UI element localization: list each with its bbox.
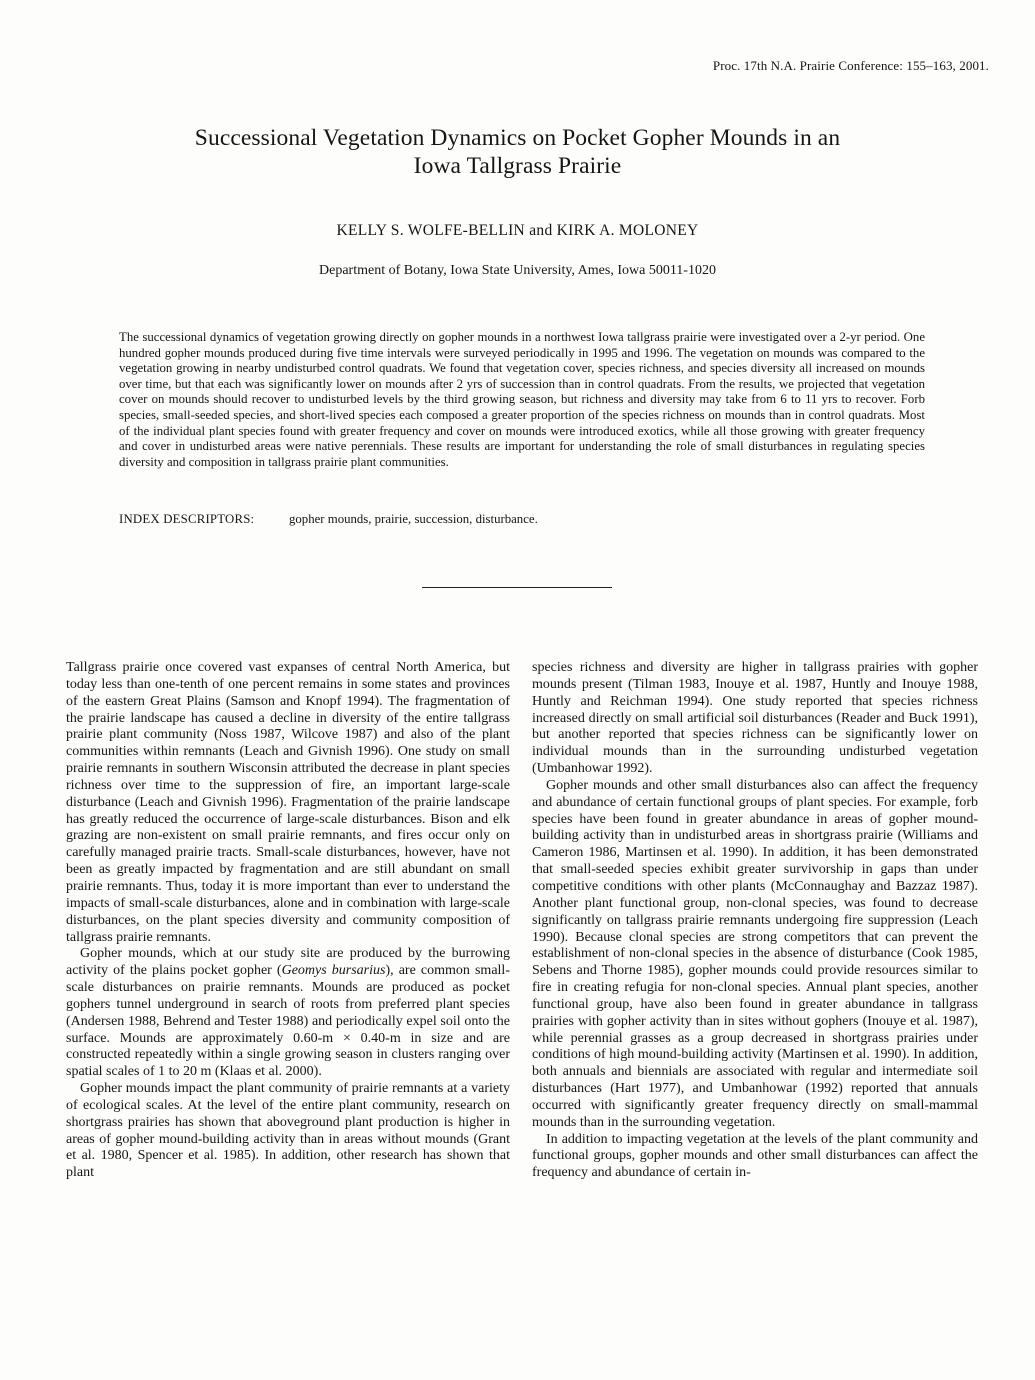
running-header-citation: Proc. 17th N.A. Prairie Conference: 155–163, 2001. [712,58,989,73]
paragraph: Gopher mounds impact the plant community of prairie remnants at a variety of ecological scales. At the level of the entire plant community, research on shortgrass prairies has shown that aboveground plant production is higher in areas of gopher mound-building activity than in areas without mounds (Grant et al. 1980, Spencer et al. 1985). In addition, other research has shown that plant [66,1081,510,1181]
title-line-2: Iowa Tallgrass Prairie [413,153,622,179]
paragraph: species richness and diversity are higher in tallgrass prairies with gopher mounds present (Tilman 1983, Inouye et al. 1987, Huntly and Inouye 1988, Huntly and Reichman 1994). One study reported that species richness increased directly on small artificial soil disturbances (Reader and Buck 1991), but another reported that species richness can be significantly lower on individual mounds than in the surrounding undisturbed vegetation (Umbanhowar 1992). [532,660,978,777]
index-descriptors-terms: gopher mounds, prairie, succession, disturbance. [289,512,538,526]
index-descriptors-label: INDEX DESCRIPTORS: [119,512,255,526]
paragraph-text: Gopher mounds, which at our study site are produced by the burrowing activity of the plains pocket gopher ( [66,946,510,979]
paragraph: Tallgrass prairie once covered vast expanses of central North America, but today less than one-tenth of one percent remains in some states and provinces of the eastern Great Plains (Samson and Knopf 1994). The fragmentation of the prairie landscape has caused a decline in diversity of the entire tallgrass prairie plant community (Noss 1987, Wilcove 1987) and also of the plant communities within remnants (Leach and Givnish 1996). One study on small prairie remnants in southern Wisconsin attributed the decrease in plant species richness over time to the suppression of fire, an important large-scale disturbance (Leach and Givnish 1996). Fragmentation of the prairie landscape has greatly reduced the occurrence of large-scale disturbances. Bison and elk grazing are non-existent on small prairie remnants, and fires occur only on carefully managed prairie tracts. Small-scale disturbances, however, have not been as greatly impacted by fragmentation and are still abundant on small prairie remnants. Thus, today it is more important than ever to understand the impacts of small-scale disturbances, alone and in combination with large-scale disturbances, on the plant species diversity and community composition of tallgrass prairie remnants. [66,660,510,945]
body-column-left [66,660,510,1182]
paragraph: Gopher mounds and other small disturbances also can affect the frequency and abundance of certain functional groups of plant species. For example, forb species have been found in greater abundance in areas of gopher mound-building activity than in undisturbed areas in shortgrass prairie (Williams and Cameron 1986, Martinsen et al. 1990). In addition, it has been demonstrated that small-seeded species exhibit greater survivorship in gaps than under competitive conditions with other plants (McConnaughay and Bazzaz 1987). Another plant functional group, non-clonal species, was found to decrease significantly on tallgrass prairie remnants undergoing fire suppression (Leach 1990). Because clonal species are strong competitors that can prevent the establishment of non-clonal species in the absence of disturbance (Cook 1985, Sebens and Thorne 1985), gopher mounds could provide resources similar to fire in creating refugia for non-clonal species. Annual plant species, another functional group, have also been found in greater abundance in tallgrass prairies with gopher activity than in sites without gophers (Inouye et al. 1987), while perennial grasses as a group decreased in shortgrass prairies under conditions of high mound-building activity (Martinsen et al. 1990). In addition, both annuals and biennials are associated with regular and intermediate soil disturbances (Hart 1977), and Umbanhowar (1992) reported that annuals occurred with significantly greater frequency directly on small-mammal mounds than in the surrounding vegetation. [532,777,978,1130]
index-descriptors [119,512,925,527]
species-name: Geomys bursarius [281,963,386,979]
paragraph: In addition to impacting vegetation at the levels of the plant community and functional groups, gopher mounds and other small disturbances can affect the frequency and abundance of certain in- [532,1131,978,1181]
section-divider [422,587,612,588]
title-line-1: Successional Vegetation Dynamics on Pocket Gopher Mounds in an [194,125,841,151]
body-column-right [532,660,978,1182]
paragraph [66,946,510,1081]
abstract: The successional dynamics of vegetation growing directly on gopher mounds in a northwest Iowa tallgrass prairie were investigated over a 2-yr period. One hundred gopher mounds produced during five time intervals were surveyed periodically in 1995 and 1996. The vegetation on mounds was compared to the vegetation growing in nearby undisturbed control quadrats. We found that vegetation cover, species richness, and species diversity all increased on mounds over time, but that each was significantly lower on mounds after 2 yrs of succession than in control quadrats. From the results, we projected that vegetation cover on mounds should recover to undisturbed levels by the third growing season, but richness and diversity may take from 6 to 11 yrs to recover. Forb species, small-seeded species, and short-lived species each composed a greater proportion of the species richness on mounds than in control quadrats. Most of the individual plant species found with greater frequency and cover on mounds were introduced exotics, while all those growing with greater frequency and cover in undisturbed areas were native perennials. These results are important for understanding the role of small disturbances in regulating species diversity and composition in tallgrass prairie plant communities. [119,330,925,469]
author-list: KELLY S. WOLFE-BELLIN and KIRK A. MOLONEY [336,222,699,239]
article-title [90,124,945,180]
paragraph-text: ), are common small-scale disturbances on prairie remnants. Mounds are produced as pocket gophers tunnel underground in search of roots from preferred plant species (Andersen 1988, Behrend and Tester 1988) and periodically expel soil onto the surface. Mounds are approximately 0.60-m × 0.40-m in size and are constructed repeatedly within a single growing season in clusters ranging over spatial scales of 1 to 20 m (Klaas et al. 2000). [66,963,510,1080]
author-affiliation: Department of Botany, Iowa State University, Ames, Iowa 50011-1020 [319,263,716,278]
